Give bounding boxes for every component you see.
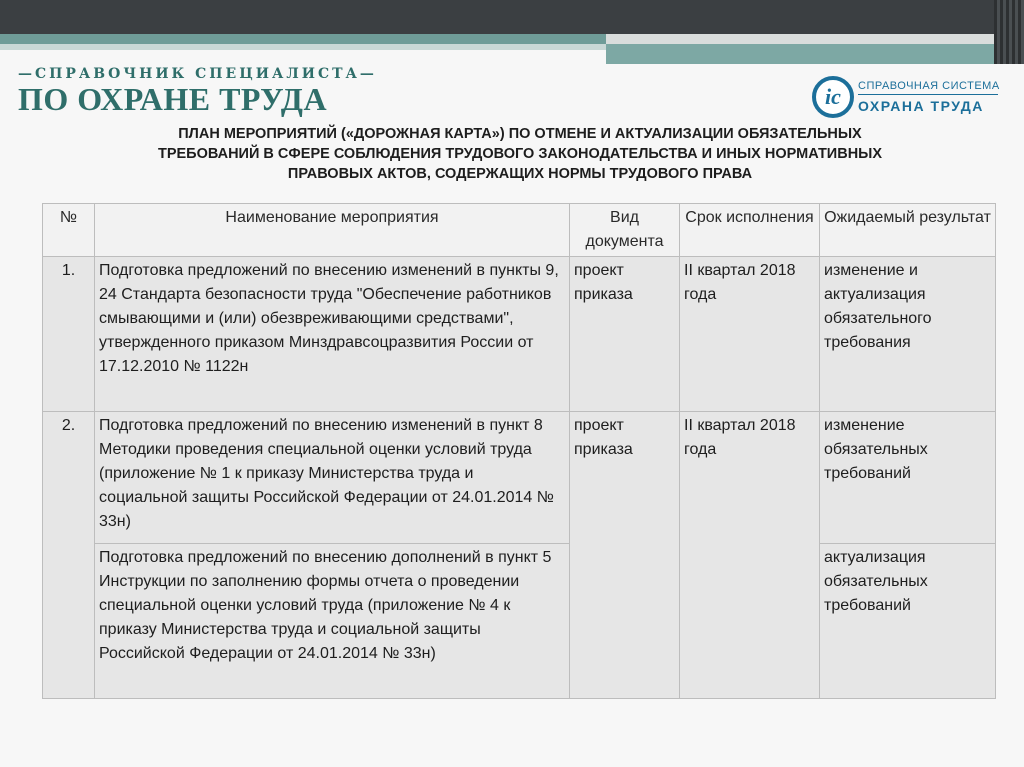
row-name: Подготовка предложений по внесению дополнений в пункт 5 Инструкции по заполнению формы отчета о проведении специальной оценки условий труда (приложение № 4 к приказу Министерства труда и социальной защиты Российской Федерации от 24.01.2014 № 33н): [95, 544, 570, 699]
column-header-num: №: [43, 204, 95, 257]
row-result: изменение и актуализация обязательного требования: [820, 257, 996, 412]
brand-logo-right-title: ОХРАНА ТРУДА: [858, 98, 984, 114]
brand-logo-right-caption: СПРАВОЧНАЯ СИСТЕМА: [858, 80, 1000, 92]
page-title-line: ТРЕБОВАНИЙ В СФЕРЕ СОБЛЮДЕНИЯ ТРУДОВОГО ЗАКОНОДАТЕЛЬСТВА И ИНЫХ НОРМАТИВНЫХ: [157, 146, 883, 162]
brand-logo-left: [18, 66, 377, 117]
row-result: актуализация обязательных требований: [820, 544, 996, 699]
row-doc-type: проект приказа: [570, 257, 680, 412]
row-number: 2.: [43, 412, 95, 699]
column-header-doc: Вид документа: [570, 204, 680, 257]
row-name: Подготовка предложений по внесению изменений в пункт 8 Методики проведения специальной оценки условий труда (приложение № 1 к приказу Министерства труда и социальной защиты Российской Федерации от 24.01.2014 № 33н): [95, 412, 570, 544]
top-decor-bar: [0, 0, 1024, 34]
page-title-line: ПРАВОВЫХ АКТОВ, СОДЕРЖАЩИХ НОРМЫ ТРУДОВОГО ПРАВА: [287, 166, 753, 182]
table-header-row: [43, 204, 996, 257]
brand-logo-title: ПО ОХРАНЕ ТРУДА: [18, 81, 328, 117]
ic-logo-icon: iс: [812, 76, 854, 118]
column-header-result: Ожидаемый результат: [820, 204, 996, 257]
column-header-term: Срок исполнения: [680, 204, 820, 257]
row-term: II квартал 2018 года: [680, 257, 820, 412]
brand-logo-right: [812, 74, 1002, 120]
row-doc-type: проект приказа: [570, 412, 680, 699]
roadmap-table: [42, 203, 996, 699]
table-row: [43, 412, 996, 544]
page-title: [80, 124, 960, 184]
row-result: изменение обязательных требований: [820, 412, 996, 544]
table-row: [43, 257, 996, 412]
column-header-name: Наименование мероприятия: [95, 204, 570, 257]
page-title-line: ПЛАН МЕРОПРИЯТИЙ («ДОРОЖНАЯ КАРТА») ПО ОТМЕНЕ И АКТУАЛИЗАЦИИ ОБЯЗАТЕЛЬНЫХ: [178, 126, 862, 142]
brand-logo-right-rule: [858, 94, 998, 95]
row-number: 1.: [43, 257, 95, 412]
row-name: Подготовка предложений по внесению изменений в пункты 9, 24 Стандарта безопасности труда "Обеспечение работников смывающими и (или) обезвреживающими средствами", утвержденного приказом Минздравсоцразвития России от 17.12.2010 № 1122н: [95, 257, 570, 412]
top-decor-right-stripe: [606, 44, 1024, 64]
row-term: II квартал 2018 года: [680, 412, 820, 699]
brand-logo-subtitle: —СПРАВОЧНИК СПЕЦИАЛИСТА—: [18, 66, 377, 82]
top-corner-decor: [994, 0, 1024, 64]
table-row: [43, 544, 996, 699]
